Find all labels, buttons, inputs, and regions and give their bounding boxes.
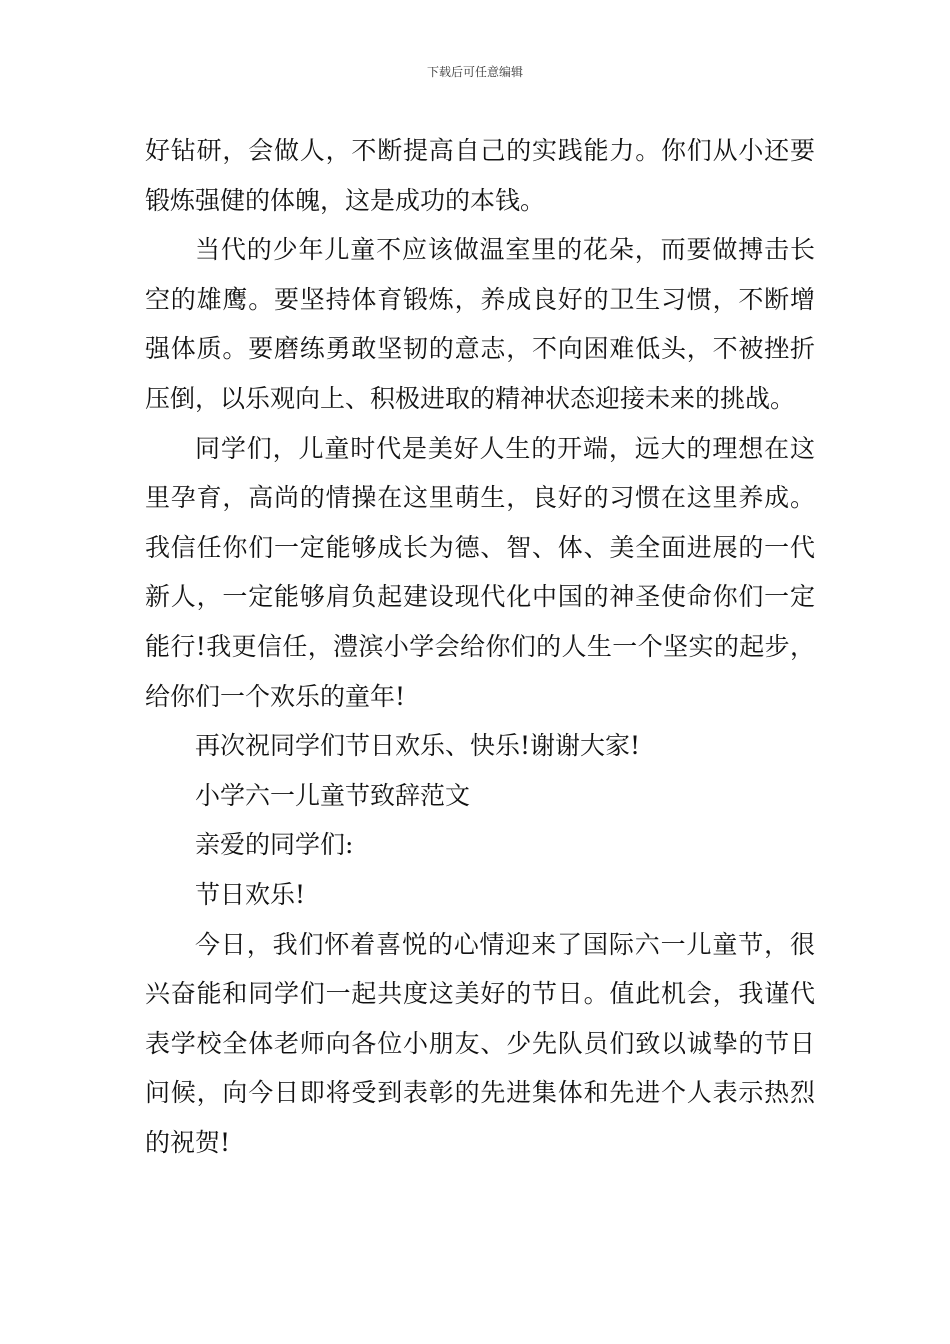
salutation: 亲爱的同学们: (195, 830, 354, 860)
paragraph: 当代的少年儿童不应该做温室里的花朵，而要做搏击长空的雄鹰。要坚持体育锻炼，养成良好的卫生习惯，不断增强体质。要磨练勇敢坚韧的意志，不向困难低头，不被挫折压倒，以乐观向上、积极进取的精神状态迎接未来的挑战。 (145, 235, 815, 413)
body-text (145, 126, 815, 1167)
section-title: 小学六一儿童节致辞范文 (195, 780, 471, 810)
greeting: 节日欢乐! (195, 879, 306, 909)
header-note: 下载后可任意编辑 (426, 65, 523, 79)
paragraph: 再次祝同学们节日欢乐、快乐!谢谢大家! (195, 731, 641, 761)
paragraph: 今日，我们怀着喜悦的心情迎来了国际六一儿童节，很兴奋能和同学们一起共度这美好的节日。值此机会，我谨代表学校全体老师向各位小朋友、少先队员们致以诚挚的节日问候，向今日即将受到表彰的先进集体和先进个人表示热烈的祝贺! (145, 929, 815, 1157)
paragraph: 同学们，儿童时代是美好人生的开端，远大的理想在这里孕育，高尚的情操在这里萌生，良好的习惯在这里养成。我信任你们一定能够成长为德、智、体、美全面进展的一代新人，一定能够肩负起建设现代化中国的神圣使命你们一定能行!我更信任，澧滨小学会给你们的人生一个坚实的起步，给你们一个欢乐的童年! (145, 433, 815, 711)
paragraph: 好钻研，会做人，不断提高自己的实践能力。你们从小还要锻炼强健的体魄，这是成功的本钱。 (145, 136, 815, 215)
